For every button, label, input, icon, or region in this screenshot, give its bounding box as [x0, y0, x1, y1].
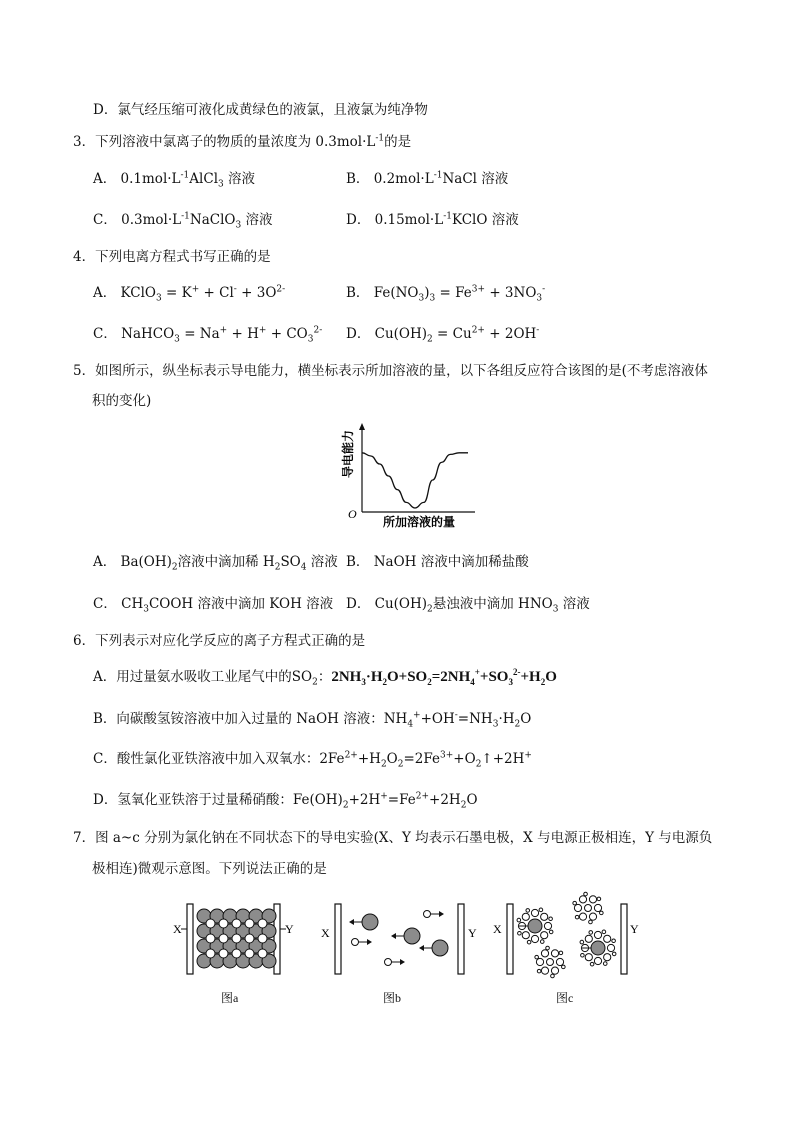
electrode-y	[458, 904, 464, 974]
water-molecule	[531, 935, 538, 942]
water-molecule	[541, 967, 548, 974]
q3-option-d: D． $0.15mol\cdot L^{-1}KClO$ 溶液	[346, 211, 519, 228]
na-ion	[258, 949, 267, 958]
water-molecule	[539, 908, 543, 912]
water-molecule	[537, 969, 541, 973]
water-molecule	[580, 940, 584, 944]
electrode-y-label: Y	[285, 922, 294, 936]
water-molecule	[603, 962, 607, 966]
ion-lattice	[197, 909, 276, 968]
water-molecule	[604, 954, 611, 961]
na-ion	[232, 934, 241, 943]
water-molecule	[585, 935, 592, 942]
q5-option-a: A． $Ba(OH)_2$溶液中滴加稀 $H_2SO_4$ 溶液	[93, 554, 338, 573]
na-ion	[352, 939, 373, 946]
na-ion	[206, 934, 215, 943]
electrode-x-label: X	[321, 926, 330, 940]
water-molecule	[551, 950, 558, 957]
water-molecule	[612, 952, 616, 956]
water-molecule	[607, 944, 614, 951]
water-molecule	[518, 931, 522, 935]
water-molecule	[556, 958, 563, 965]
water-molecule	[541, 932, 548, 939]
chart-xlabel: 所加溶液的量	[383, 515, 456, 529]
q3-stem: 3．下列溶液中氯离子的物质的量浓度为 $0.3mol\cdot L^{-1}$的是	[73, 133, 412, 150]
water-molecule	[535, 955, 539, 959]
q3-option-c: C． $0.3mol\cdot L^{-1}NaClO_3$ 溶液	[93, 211, 273, 231]
water-molecule	[526, 909, 530, 913]
figure-c-nacl-solution	[490, 886, 645, 981]
water-molecule	[551, 967, 558, 974]
na-ion	[219, 919, 228, 928]
water-molecule	[589, 931, 593, 935]
q4-stem: 4．下列电离方程式书写正确的是	[73, 249, 271, 265]
water-molecule	[604, 935, 611, 942]
water-molecule	[590, 962, 594, 966]
na-ion	[206, 949, 215, 958]
na-ion	[424, 911, 445, 918]
water-molecule	[612, 939, 616, 943]
water-molecule	[594, 904, 601, 911]
electrode-y	[621, 904, 627, 974]
chart-origin: O	[348, 507, 357, 521]
q5-option-c: C． $CH_3COOH$ 溶液中滴加 KOH 溶液	[93, 596, 334, 615]
water-molecule	[575, 915, 579, 919]
q6-option-c: C．酸性氯化亚铁溶液中加入双氧水：$2Fe^{2+}+H_2O_2=2Fe^{3+}+O_2↑+2H^+$	[93, 750, 532, 770]
y-axis-arrow	[359, 423, 365, 430]
cl-ion	[349, 914, 378, 930]
q7-stem-line1: 7．图 a~c 分别为氯化钠在不同状态下的导电实验(X、Y 均表示石墨电极，X 与电源正极相连，Y 与电源负	[73, 830, 713, 846]
q2-option-d: D．氯气经压缩可液化成黄绿色的液氯，且液氯为纯净物	[93, 102, 428, 118]
q5-option-b: B． NaOH 溶液中滴加稀盐酸	[346, 554, 529, 570]
figure-a-solid-nacl	[170, 900, 300, 978]
water-molecule	[541, 913, 548, 920]
q3-option-b: B． $0.2mol\cdot L^{-1}NaCl$ 溶液	[346, 170, 509, 187]
cl-ion	[528, 919, 542, 933]
na-ion	[232, 949, 241, 958]
na-ion	[547, 959, 554, 966]
q6-option-d: D．氢氧化亚铁溶于过量稀硝酸：$Fe(OH)_2+2H^+=Fe^{2+}+2H_2O$	[93, 791, 478, 811]
water-molecule	[559, 951, 563, 955]
water-molecule	[574, 904, 581, 911]
water-molecule	[536, 958, 543, 965]
cl-ion	[391, 928, 420, 944]
na-ion	[219, 934, 228, 943]
figure-a-caption: 图a	[221, 991, 239, 1005]
q6-option-b: B．向碳酸氢铵溶液中加入过量的 NaOH 溶液：$NH_4^++OH^-=NH_3\cdot H_2O$	[93, 710, 532, 730]
q4-option-b: B． $Fe(NO_3)_3 = Fe^{3+} + 3NO_3^-$	[346, 284, 546, 304]
water-molecule	[597, 897, 601, 901]
water-molecule	[522, 913, 529, 920]
hydrated-ions	[517, 892, 616, 978]
water-molecule	[549, 930, 553, 934]
cl-ion	[419, 940, 448, 956]
na-ion	[232, 919, 241, 928]
q5-stem-line2: 积的变化)	[92, 393, 152, 409]
water-molecule	[531, 909, 538, 916]
q4-option-c: C． NaHCO$_3$ = $Na^+ + H^+ + CO_3^{2-}$	[93, 325, 323, 345]
cl-ion	[591, 941, 605, 955]
na-ion	[585, 905, 592, 912]
electrode-x-label: X	[173, 922, 182, 936]
electrode-x	[507, 904, 513, 974]
figure-c-caption: 图c	[556, 991, 574, 1005]
water-molecule	[517, 918, 521, 922]
water-molecule	[579, 896, 586, 903]
water-molecule	[579, 913, 586, 920]
electrode-x	[335, 904, 341, 974]
water-molecule	[594, 957, 601, 964]
water-molecule	[589, 896, 596, 903]
na-ion	[258, 934, 267, 943]
water-molecule	[562, 965, 566, 969]
na-ion	[245, 934, 254, 943]
electrode-y-label: Y	[468, 926, 477, 940]
chart-ylabel: 导电能力	[341, 429, 355, 478]
figure-b-caption: 图b	[383, 991, 402, 1005]
na-ion	[219, 949, 228, 958]
q5-option-d: D． $Cu(OH)_2$悬浊液中滴加 $HNO_3$ 溶液	[346, 596, 590, 615]
water-molecule	[584, 892, 588, 896]
water-molecule	[540, 940, 544, 944]
q3-option-a: A． $0.1mol\cdot L^{-1}AlCl_3$ 溶液	[93, 170, 256, 190]
water-molecule	[551, 974, 555, 978]
water-molecule	[549, 917, 553, 921]
electrode-x-label: X	[493, 922, 502, 936]
water-molecule	[594, 931, 601, 938]
water-molecule	[589, 920, 593, 924]
water-molecule	[573, 901, 577, 905]
figure-b-molten-nacl	[318, 900, 483, 978]
q6-stem: 6．下列表示对应化学反应的离子方程式正确的是	[73, 633, 366, 649]
na-ion	[245, 919, 254, 928]
q7-stem-line2: 极相连)微观示意图。下列说法正确的是	[92, 861, 327, 877]
water-molecule	[589, 913, 596, 920]
q5-conductivity-chart	[335, 420, 485, 535]
na-ion	[245, 949, 254, 958]
water-molecule	[527, 940, 531, 944]
water-molecule	[585, 954, 592, 961]
water-molecule	[546, 946, 550, 950]
electrode-y-label: Y	[630, 922, 639, 936]
na-ion	[206, 919, 215, 928]
q4-option-d: D． $Cu(OH)_2 = Cu^{2+} + 2OH^-$	[346, 325, 540, 345]
q6-option-a: A．用过量氨水吸收工业尾气中的$SO_2$：$2NH_3\cdot H_2O+SO_2=2NH_4^++SO_3^{2-}+H_2O$	[93, 667, 557, 688]
water-molecule	[544, 922, 551, 929]
water-molecule	[581, 953, 585, 957]
water-molecule	[541, 950, 548, 957]
q5-stem-line1: 5．如图所示，纵坐标表示导电能力，横坐标表示所加溶液的量，以下各组反应符合该图的是(不考虑溶液体	[73, 363, 708, 379]
na-ion	[385, 959, 406, 966]
na-ion	[258, 919, 267, 928]
water-molecule	[600, 911, 604, 915]
conductivity-curve	[362, 453, 468, 508]
water-molecule	[602, 930, 606, 934]
water-molecule	[522, 932, 529, 939]
q4-option-a: A． KClO$_3$ = $K^+ + Cl^- + 3O^{2-}$	[93, 284, 286, 304]
electrode-x	[187, 904, 193, 974]
